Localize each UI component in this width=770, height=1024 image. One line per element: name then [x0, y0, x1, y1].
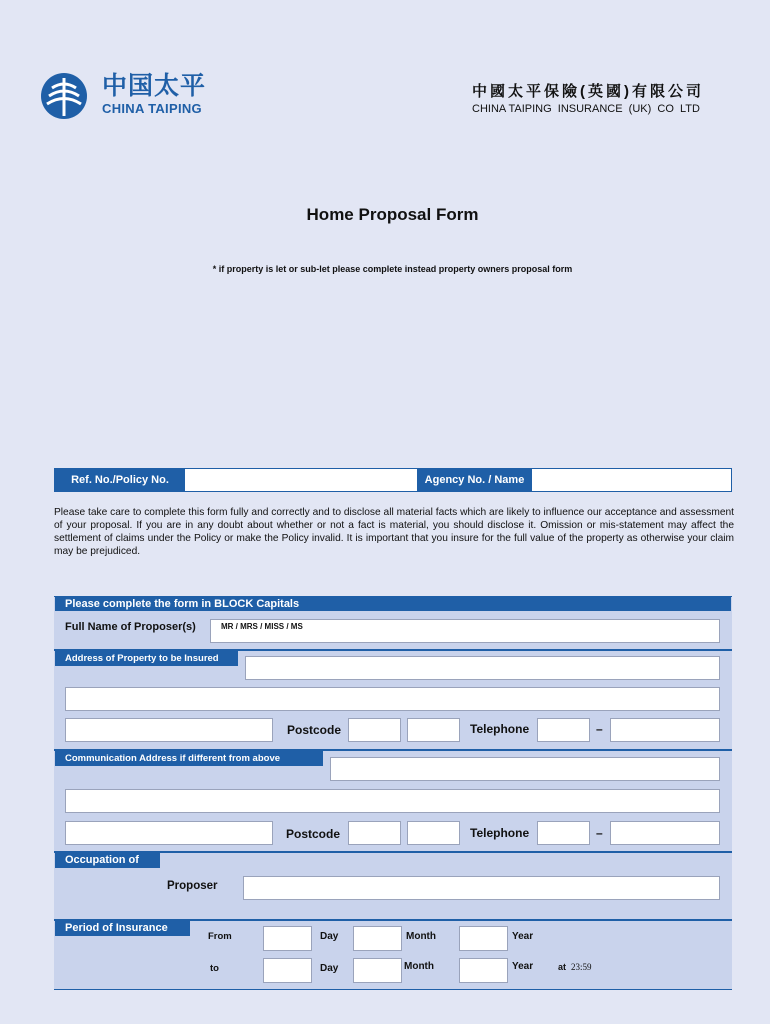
agency-label: Agency No. / Name: [417, 469, 532, 491]
ref-policy-label: Ref. No./Policy No.: [55, 469, 185, 491]
to-month-label: Month: [404, 961, 434, 972]
comm-telephone-number-input[interactable]: [610, 821, 720, 845]
occupation-input[interactable]: [243, 876, 720, 900]
company-logo: [40, 72, 220, 120]
comm-postcode-label: Postcode: [286, 827, 341, 841]
company-name-english: CHINA TAIPING INSURANCE (UK) CO LTD: [472, 103, 700, 115]
ref-policy-input[interactable]: [185, 469, 417, 491]
from-day-label: Day: [320, 931, 339, 942]
postcode-label: Postcode: [287, 723, 342, 737]
subtitle-note: * if property is let or sub-let please complete instead property owners proposal form: [212, 264, 573, 274]
telephone-area-input[interactable]: [537, 718, 590, 742]
block-capitals-header: Please complete the form in BLOCK Capitals: [55, 597, 731, 611]
address-line-3[interactable]: [65, 718, 273, 742]
telephone-dash: –: [596, 722, 603, 736]
address-line-1[interactable]: [245, 656, 720, 680]
from-month-input[interactable]: [353, 926, 402, 951]
from-month-label: Month: [406, 931, 436, 942]
comm-telephone-label: Telephone: [470, 826, 530, 840]
comm-telephone-dash: –: [596, 826, 603, 840]
comm-address-line-2[interactable]: [65, 789, 720, 813]
to-day-label: Day: [320, 963, 339, 974]
at-label: at: [558, 962, 567, 972]
from-label: From: [208, 931, 232, 942]
to-year-input[interactable]: [459, 958, 508, 983]
proposer-label: Proposer: [167, 880, 218, 892]
telephone-label: Telephone: [470, 722, 530, 736]
company-name-chinese: 中國太平保險(英國)有限公司: [472, 83, 704, 100]
comm-postcode-input-1[interactable]: [348, 821, 401, 845]
title-options-text: MR / MRS / MISS / MS: [221, 622, 303, 631]
logo-english-text: CHINA TAIPING: [102, 101, 202, 116]
comm-address-label: Communication Address if different from above: [55, 751, 323, 766]
intro-paragraph: Please take care to complete this form fully and correctly and to disclose all material facts which are likely to influence our acceptance and assessment of your proposal. If you are in any doubt about whether or not a fact is material, you should disclose it. Omission or mis-statement may affect the settlement of claims under the Policy or make the Policy invalid. It is important that you insure for the full value of the property as otherwise your claim may be prejudiced.: [54, 507, 734, 557]
from-day-input[interactable]: [263, 926, 312, 951]
full-name-label: Full Name of Proposer(s): [65, 621, 196, 633]
comm-address-line-3[interactable]: [65, 821, 273, 845]
time-value: 23:59: [571, 962, 592, 972]
occupation-label: Occupation of: [55, 853, 160, 868]
agency-input[interactable]: [532, 469, 731, 491]
postcode-input-2[interactable]: [407, 718, 460, 742]
page-title: Home Proposal Form: [306, 205, 479, 224]
telephone-number-input[interactable]: [610, 718, 720, 742]
full-name-input[interactable]: [210, 619, 720, 643]
address-line-2[interactable]: [65, 687, 720, 711]
comm-postcode-input-2[interactable]: [407, 821, 460, 845]
address-label: Address of Property to be Insured: [55, 651, 238, 666]
period-label: Period of Insurance: [55, 921, 190, 936]
from-year-input[interactable]: [459, 926, 508, 951]
logo-chinese-text: 中国太平: [102, 72, 207, 100]
comm-telephone-area-input[interactable]: [537, 821, 590, 845]
postcode-input-1[interactable]: [348, 718, 401, 742]
to-year-label: Year: [512, 961, 534, 972]
ref-row: [54, 468, 732, 492]
to-month-input[interactable]: [353, 958, 402, 983]
comm-address-line-1[interactable]: [330, 757, 720, 781]
pine-tree-logo-icon: [40, 72, 88, 120]
to-label: to: [210, 963, 219, 974]
from-year-label: Year: [512, 931, 534, 942]
to-day-input[interactable]: [263, 958, 312, 983]
